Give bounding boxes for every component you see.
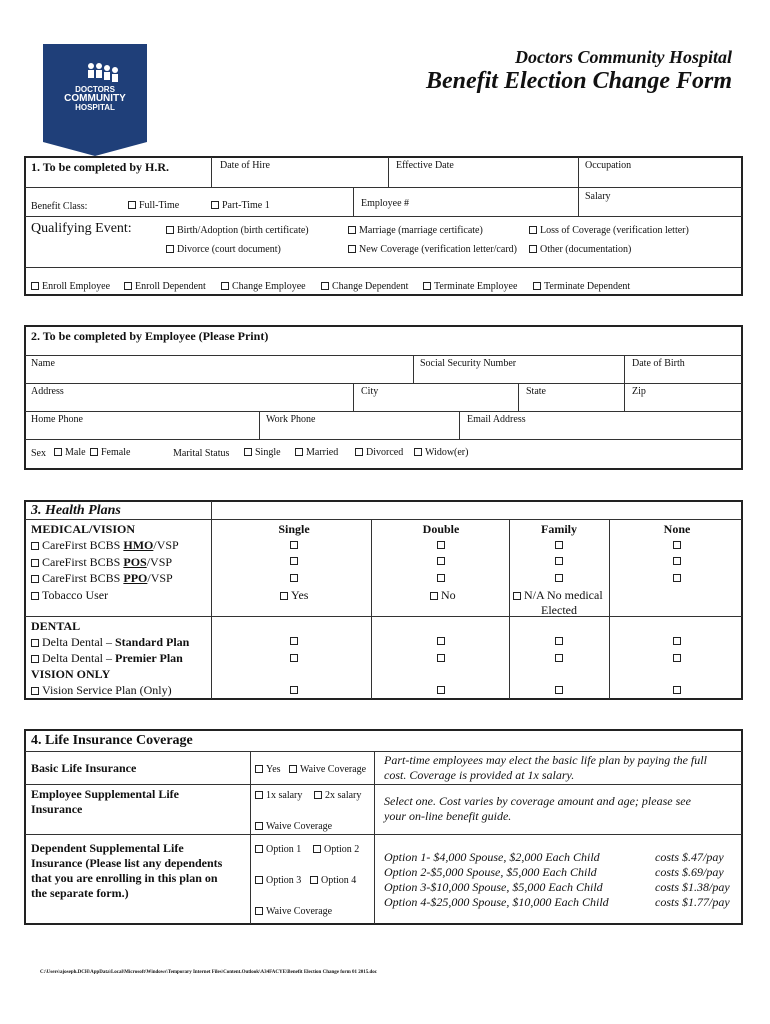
new-coverage-option[interactable]: New Coverage (verification letter/card) <box>348 244 517 255</box>
single-checkbox[interactable] <box>244 448 252 456</box>
dependent-life-label-3: that you are enrolling in this plan on <box>31 871 218 885</box>
na-elected-label: Elected <box>541 603 577 617</box>
ppo-family-checkbox[interactable] <box>555 574 563 582</box>
basic-life-waive-option[interactable]: Waive Coverage <box>289 764 366 775</box>
part-time-checkbox[interactable] <box>211 201 219 209</box>
enroll-employee-option[interactable]: Enroll Employee <box>31 281 110 292</box>
widow-checkbox[interactable] <box>414 448 422 456</box>
birth-option[interactable]: Birth/Adoption (birth certificate) <box>166 225 309 236</box>
vision-family-checkbox[interactable] <box>555 686 563 694</box>
basic-life-yes-option[interactable]: Yes <box>255 764 281 775</box>
supplemental-life-label-1: Employee Supplemental Life <box>31 787 180 801</box>
home-phone-label: Home Phone <box>31 414 83 425</box>
dependent-life-label-1: Dependent Supplemental Life <box>31 841 184 855</box>
dep-option4-checkbox[interactable] <box>310 876 318 884</box>
marital-status-label: Marital Status <box>173 448 230 459</box>
supp-1x-checkbox[interactable] <box>255 791 263 799</box>
dep-waive-option[interactable]: Waive Coverage <box>255 906 332 917</box>
logo-line3: HOSPITAL <box>75 103 115 112</box>
occupation-label: Occupation <box>585 160 632 171</box>
marriage-checkbox[interactable] <box>348 226 356 234</box>
terminate-dependent-option[interactable]: Terminate Dependent <box>533 281 630 292</box>
change-employee-checkbox[interactable] <box>221 282 229 290</box>
dep-option3-checkbox[interactable] <box>255 876 263 884</box>
hmo-double-checkbox[interactable] <box>437 541 445 549</box>
dep-price-3: costs $1.38/pay <box>655 880 730 894</box>
dep-waive-checkbox[interactable] <box>255 907 263 915</box>
qualifying-event-label: Qualifying Event: <box>31 221 132 236</box>
full-time-checkbox[interactable] <box>128 201 136 209</box>
change-dependent-option[interactable]: Change Dependent <box>321 281 408 292</box>
male-option[interactable]: Male <box>54 447 86 458</box>
supp-note-1: Select one. Cost varies by coverage amount and age; please see <box>384 794 691 808</box>
pos-plan-option[interactable]: CareFirst BCBS POS/VSP <box>31 555 172 570</box>
ssn-label: Social Security Number <box>420 358 517 369</box>
ppo-double-checkbox[interactable] <box>437 574 445 582</box>
dependent-life-label-4: the separate form.) <box>31 886 129 900</box>
email-label: Email Address <box>467 414 526 425</box>
terminate-employee-checkbox[interactable] <box>423 282 431 290</box>
full-time-option[interactable]: Full-Time <box>128 200 179 211</box>
ppo-plan-option[interactable]: CareFirst BCBS PPO/VSP <box>31 571 173 586</box>
vision-double-checkbox[interactable] <box>437 686 445 694</box>
tobacco-yes-option[interactable]: Yes <box>280 588 308 603</box>
married-option[interactable]: Married <box>295 447 338 458</box>
dep-cost-option3: Option 3-$10,000 Spouse, $5,000 Each Child <box>384 880 603 894</box>
single-column-header: Single <box>278 522 310 536</box>
loss-option[interactable]: Loss of Coverage (verification letter) <box>529 225 689 236</box>
basic-life-note-1: Part-time employees may elect the basic life plan by paying the full <box>384 753 707 767</box>
terminate-dependent-checkbox[interactable] <box>533 282 541 290</box>
salary-label: Salary <box>585 191 611 202</box>
divorce-checkbox[interactable] <box>166 245 174 253</box>
ppo-none-checkbox[interactable] <box>673 574 681 582</box>
logo-line1: DOCTORS <box>75 85 115 94</box>
delta-premier-option[interactable]: Delta Dental – Premier Plan <box>31 651 183 666</box>
delta-standard-option[interactable]: Delta Dental – Standard Plan <box>31 635 189 650</box>
family-column-header: Family <box>541 522 577 536</box>
male-checkbox[interactable] <box>54 448 62 456</box>
basic-yes-checkbox[interactable] <box>255 765 263 773</box>
basic-life-label: Basic Life Insurance <box>31 761 137 775</box>
vision-single-checkbox[interactable] <box>290 686 298 694</box>
divorce-option[interactable]: Divorce (court document) <box>166 244 281 255</box>
change-employee-option[interactable]: Change Employee <box>221 281 306 292</box>
supp-2x-option[interactable]: 2x salary <box>314 790 361 801</box>
hr-section-title: 1. To be completed by H.R. <box>31 160 170 174</box>
address-label: Address <box>31 386 64 397</box>
enroll-dependent-option[interactable]: Enroll Dependent <box>124 281 206 292</box>
zip-label: Zip <box>632 386 646 397</box>
supp-waive-option[interactable]: Waive Coverage <box>255 821 332 832</box>
other-checkbox[interactable] <box>529 245 537 253</box>
na-no-medical-option[interactable]: N/A No medical <box>513 588 603 603</box>
footer-file-path: C:\Users\ajoseph.DCH\AppData\Local\Microsoft\Windows\Temporary Internet Files\Content.Outlook\A34FACYE\Benefit Election Change form 01 2015.doc <box>40 970 378 975</box>
date-of-hire-label: Date of Hire <box>220 160 270 171</box>
form-title: Benefit Election Change Form <box>425 68 732 94</box>
dep-cost-option2: Option 2-$5,000 Spouse, $5,000 Each Child <box>384 865 597 879</box>
basic-life-note-2: cost. Coverage is provided at 1x salary. <box>384 768 575 782</box>
na-no-medical-checkbox[interactable] <box>513 592 521 600</box>
dep-option2-checkbox[interactable] <box>313 845 321 853</box>
ppo-checkbox[interactable] <box>31 575 39 583</box>
dental-premier-none-checkbox[interactable] <box>673 654 681 662</box>
tobacco-yes-checkbox[interactable] <box>280 592 288 600</box>
logo-line2: COMMUNITY <box>64 93 126 104</box>
loss-checkbox[interactable] <box>529 226 537 234</box>
city-label: City <box>361 386 379 397</box>
effective-date-label: Effective Date <box>396 160 454 171</box>
name-label: Name <box>31 358 55 369</box>
basic-waive-checkbox[interactable] <box>289 765 297 773</box>
vision-service-option[interactable]: Vision Service Plan (Only) <box>31 683 172 698</box>
dob-label: Date of Birth <box>632 358 685 369</box>
dep-price-1: costs $.47/pay <box>655 850 724 864</box>
dental-premier-family-checkbox[interactable] <box>555 654 563 662</box>
tobacco-checkbox[interactable] <box>31 592 39 600</box>
dental-heading: DENTAL <box>31 619 81 633</box>
sex-label: Sex <box>31 448 46 459</box>
pos-checkbox[interactable] <box>31 559 39 567</box>
life-section-title: 4. Life Insurance Coverage <box>31 733 193 748</box>
supp-note-2: your on-line benefit guide. <box>384 809 512 823</box>
tobacco-user-option[interactable]: Tobacco User <box>31 588 108 603</box>
tobacco-no-checkbox[interactable] <box>430 592 438 600</box>
hmo-family-checkbox[interactable] <box>555 541 563 549</box>
dep-price-2: costs $.69/pay <box>655 865 724 879</box>
work-phone-label: Work Phone <box>266 414 316 425</box>
hospital-name: Doctors Community Hospital <box>514 47 732 67</box>
female-checkbox[interactable] <box>90 448 98 456</box>
dep-option3[interactable]: Option 3 <box>255 875 301 886</box>
married-checkbox[interactable] <box>295 448 303 456</box>
hmo-single-checkbox[interactable] <box>290 541 298 549</box>
hmo-checkbox[interactable] <box>31 542 39 550</box>
dep-option4[interactable]: Option 4 <box>310 875 356 886</box>
supp-waive-checkbox[interactable] <box>255 822 263 830</box>
change-dependent-checkbox[interactable] <box>321 282 329 290</box>
pos-family-checkbox[interactable] <box>555 557 563 565</box>
vision-service-checkbox[interactable] <box>31 687 39 695</box>
enroll-dependent-checkbox[interactable] <box>124 282 132 290</box>
dental-standard-none-checkbox[interactable] <box>673 637 681 645</box>
marriage-option[interactable]: Marriage (marriage certificate) <box>348 225 483 236</box>
hospital-logo <box>43 44 147 156</box>
other-option[interactable]: Other (documentation) <box>529 244 631 255</box>
ppo-single-checkbox[interactable] <box>290 574 298 582</box>
female-option[interactable]: Female <box>90 447 130 458</box>
single-option[interactable]: Single <box>244 447 281 458</box>
dep-cost-option4: Option 4-$25,000 Spouse, $10,000 Each Child <box>384 895 609 909</box>
vision-none-checkbox[interactable] <box>673 686 681 694</box>
pos-none-checkbox[interactable] <box>673 557 681 565</box>
employee-section-title: 2. To be completed by Employee (Please Print) <box>31 329 269 343</box>
vision-only-heading: VISION ONLY <box>31 667 111 681</box>
supplemental-life-label-2: Insurance <box>31 802 83 816</box>
state-label: State <box>526 386 546 397</box>
birth-checkbox[interactable] <box>166 226 174 234</box>
dental-premier-single-checkbox[interactable] <box>290 654 298 662</box>
tobacco-no-option[interactable]: No <box>430 588 456 603</box>
supp-1x-option[interactable]: 1x salary <box>255 790 302 801</box>
dependent-life-label-2: Insurance (Please list any dependents <box>31 856 223 870</box>
dep-option1-checkbox[interactable] <box>255 845 263 853</box>
widow-option[interactable]: Widow(er) <box>414 447 468 458</box>
dental-premier-double-checkbox[interactable] <box>437 654 445 662</box>
dental-standard-single-checkbox[interactable] <box>290 637 298 645</box>
pos-single-checkbox[interactable] <box>290 557 298 565</box>
medical-vision-heading: MEDICAL/VISION <box>31 522 136 536</box>
delta-standard-checkbox[interactable] <box>31 639 39 647</box>
divorced-checkbox[interactable] <box>355 448 363 456</box>
benefit-class-label: Benefit Class: <box>31 201 88 212</box>
divorced-option[interactable]: Divorced <box>355 447 403 458</box>
new-coverage-checkbox[interactable] <box>348 245 356 253</box>
dep-option2[interactable]: Option 2 <box>313 844 359 855</box>
terminate-employee-option[interactable]: Terminate Employee <box>423 281 517 292</box>
double-column-header: Double <box>422 522 460 536</box>
delta-premier-checkbox[interactable] <box>31 655 39 663</box>
health-section-title: 3. Health Plans <box>31 503 121 518</box>
supp-2x-checkbox[interactable] <box>314 791 322 799</box>
hmo-none-checkbox[interactable] <box>673 541 681 549</box>
dental-standard-family-checkbox[interactable] <box>555 637 563 645</box>
dep-cost-option1: Option 1- $4,000 Spouse, $2,000 Each Child <box>384 850 600 864</box>
none-column-header: None <box>663 522 691 536</box>
part-time-option[interactable]: Part-Time 1 <box>211 200 270 211</box>
dep-option1[interactable]: Option 1 <box>255 844 301 855</box>
dep-price-4: costs $1.77/pay <box>655 895 730 909</box>
dental-standard-double-checkbox[interactable] <box>437 637 445 645</box>
enroll-employee-checkbox[interactable] <box>31 282 39 290</box>
pos-double-checkbox[interactable] <box>437 557 445 565</box>
employee-number-label: Employee # <box>361 198 410 209</box>
hmo-plan-option[interactable]: CareFirst BCBS HMO/VSP <box>31 538 179 553</box>
